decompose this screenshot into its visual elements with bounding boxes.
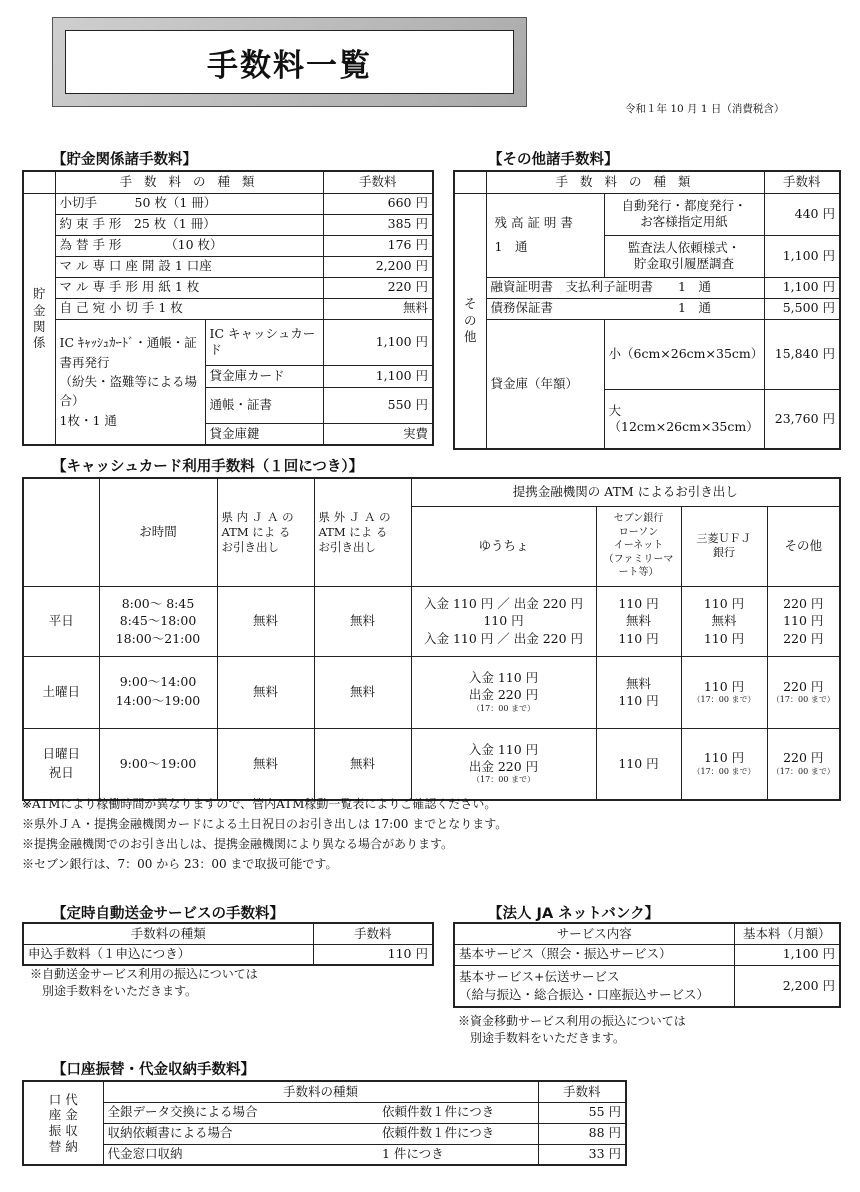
cashcard-others: 220 円 [783, 750, 824, 766]
savings-row-fee: 176 円 [323, 235, 433, 256]
other-corner [454, 171, 486, 193]
transfer-table [22, 1080, 627, 1166]
savings-side-char: 係 [32, 335, 46, 350]
cashcard-yucho-note: （17：00 まで） [472, 775, 535, 785]
auto-remit-row-fee: 110 円 [313, 944, 433, 965]
transfer-heading: 【口座振替・代金収納手数料】 [52, 1062, 255, 1078]
netbank-heading: 【法人 JA ネットバンク】 [488, 906, 660, 922]
cashcard-in-pref: 無料 [217, 728, 314, 800]
other-heading: 【その他諸手数料】 [488, 152, 619, 168]
cashcard-out-pref: 無料 [314, 656, 411, 728]
safe-sub-item: 大（12cm×26cm×35cm） [604, 389, 764, 449]
other-side-label [454, 193, 486, 449]
cashcard-yucho: 入金 110 円 ／ 出金 220 円 110 円 入金 110 円 ／ 出金 220 円 [411, 586, 596, 656]
savings-side-char: 関 [32, 318, 46, 334]
auto-remit-row-item: 申込手数料（１申込につき） [23, 944, 313, 965]
other-header-type: 手 数 料 の 種 類 [486, 171, 764, 193]
reissue-sub-fee: 実費 [323, 423, 433, 445]
cashcard-mufg-note: （17：00 まで） [692, 766, 756, 776]
cashcard-mufg: 110 円 [703, 678, 745, 694]
cashcard-out-pref: 無料 [314, 728, 411, 800]
transfer-header-fee: 手数料 [538, 1081, 626, 1102]
transfer-header-type: 手数料の種類 [103, 1081, 538, 1102]
savings-side-char: 金 [32, 302, 46, 318]
other-row-item: 融資証明書 支払利子証明書 1 通 [486, 277, 764, 298]
transfer-row-fee: 55 円 [538, 1102, 626, 1123]
cashcard-header-yucho: ゆうちょ [411, 506, 596, 586]
cashcard-corner [23, 478, 99, 586]
netbank-row-fee: 2,200 円 [734, 965, 840, 1007]
other-side-char: の [463, 312, 477, 328]
transfer-row-unit: 依頼件数１件につき [378, 1123, 538, 1144]
cashcard-header-in-pref: 県 内 Ｊ Ａ の ATM によ る お引き出し [217, 478, 314, 586]
cashcard-seven: 無料 110 円 [596, 656, 681, 728]
cashcard-in-pref: 無料 [217, 586, 314, 656]
cashcard-mufg: 110 円 [703, 750, 745, 766]
cashcard-header-out-pref: 県 外 Ｊ Ａ の ATM によ る お引き出し [314, 478, 411, 586]
netbank-row-item: 基本サービス（照会・振込サービス） [454, 944, 734, 965]
reissue-sub-item: IC キャッシュカード [205, 319, 323, 365]
cashcard-others-cell [767, 728, 840, 800]
cashcard-others-note: （17：00 まで） [771, 694, 835, 704]
savings-row-item: マ ル 専 口 座 開 設 1 口座 [55, 256, 323, 277]
reissue-sub-item: 貸金庫カード [205, 365, 323, 387]
cashcard-note: ※ATMにより稼働時間が異なりますので、管内ATM稼動一覧表によりご確認ください。 [22, 797, 497, 811]
cashcard-times: 9:00～19:00 [99, 728, 217, 800]
balance-sub-fee: 440 円 [764, 193, 840, 235]
transfer-row-unit: 1 件につき [378, 1144, 538, 1165]
savings-row-item: 為 替 手 形 （10 枚） [55, 235, 323, 256]
cashcard-yucho-cell [411, 656, 596, 728]
cashcard-yucho: 入金 110 円 出金 220 円 [468, 669, 539, 702]
reissue-label: IC ｷｬｯｼｭｶｰﾄﾞ・通帳・証書再発行 （紛失・盗難等による場合） 1枚・1 通 [55, 319, 205, 445]
netbank-header-fee: 基本料（月額） [734, 923, 840, 944]
savings-side-char: 貯 [32, 286, 46, 302]
cashcard-note: ※提携金融機関でのお引き出しは、提携金融機関により異なる場合があります。 [22, 837, 454, 851]
auto-remit-table [22, 922, 434, 966]
other-row-fee: 1,100 円 [764, 277, 840, 298]
savings-table [22, 170, 434, 446]
transfer-side-label: 口 代 座 金 振 収 替 納 [23, 1081, 103, 1165]
cashcard-others-cell [767, 656, 840, 728]
cashcard-day: 土曜日 [23, 656, 99, 728]
transfer-row-unit: 依頼件数１件につき [378, 1102, 538, 1123]
reissue-sub-fee: 1,100 円 [323, 365, 433, 387]
cashcard-note: ※セブン銀行は、7：00 から 23：00 まで取扱可能です。 [22, 857, 338, 871]
transfer-row-item: 全銀データ交換による場合 [103, 1102, 378, 1123]
safe-sub-fee: 15,840 円 [764, 319, 840, 389]
cashcard-others-note: （17：00 まで） [771, 766, 835, 776]
cashcard-times: 8:00～ 8:45 8:45～18:00 18:00～21:00 [99, 586, 217, 656]
cashcard-yucho-note: （17：00 まで） [472, 703, 535, 713]
savings-header-type: 手 数 料 の 種 類 [55, 171, 323, 193]
netbank-note: ※資金移動サービス利用の振込については 別途手数料をいただきます。 [458, 1014, 686, 1046]
cashcard-header-seven: セブン銀行 ローソン イーネット （ファミリーマート等） [596, 506, 681, 586]
savings-heading: 【貯金関係諸手数料】 [52, 152, 197, 168]
cashcard-header-others: その他 [767, 506, 840, 586]
other-row-item: 債務保証書 1 通 [486, 298, 764, 319]
other-table [453, 170, 841, 450]
auto-remit-note: ※自動送金サービス利用の振込については 別途手数料をいただきます。 [30, 967, 258, 999]
auto-remit-header-type: 手数料の種類 [23, 923, 313, 944]
cashcard-mufg: 110 円 無料 110 円 [681, 586, 767, 656]
reissue-sub-item: 通帳・証書 [205, 387, 323, 423]
cashcard-yucho-cell [411, 728, 596, 800]
cashcard-seven: 110 円 [596, 728, 681, 800]
cashcard-mufg-cell [681, 656, 767, 728]
cashcard-day: 平日 [23, 586, 99, 656]
safe-sub-fee: 23,760 円 [764, 389, 840, 449]
transfer-row-item: 収納依頼書による場合 [103, 1123, 378, 1144]
savings-row-fee: 無料 [323, 298, 433, 319]
balance-sub-fee: 1,100 円 [764, 235, 840, 277]
transfer-row-item: 代金窓口収納 [103, 1144, 378, 1165]
netbank-header-content: サービス内容 [454, 923, 734, 944]
savings-side-label [23, 193, 55, 445]
savings-row-item: 約 束 手 形 25 枚（1 冊） [55, 214, 323, 235]
savings-row-item: マ ル 専 手 形 用 紙 1 枚 [55, 277, 323, 298]
cashcard-note: ※県外ＪＡ・提携金融機関カードによる土日祝日のお引き出しは 17:00 までとなります。 [22, 817, 508, 831]
balance-label: 残 高 証 明 書 1 通 [486, 193, 604, 277]
cashcard-header-time: お時間 [99, 478, 217, 586]
cashcard-day: 日曜日 祝日 [23, 728, 99, 800]
reissue-sub-item: 貸金庫鍵 [205, 423, 323, 445]
savings-row-fee: 220 円 [323, 277, 433, 298]
savings-row-fee: 385 円 [323, 214, 433, 235]
other-row-fee: 5,500 円 [764, 298, 840, 319]
savings-header-fee: 手数料 [323, 171, 433, 193]
netbank-row-item: 基本サービス+伝送サービス （給与振込・総合振込・口座振込サービス） [454, 965, 734, 1007]
cashcard-header-mufg: 三菱ＵＦＪ 銀行 [681, 506, 767, 586]
netbank-row-fee: 1,100 円 [734, 944, 840, 965]
transfer-row-fee: 88 円 [538, 1123, 626, 1144]
reissue-sub-fee: 550 円 [323, 387, 433, 423]
cashcard-out-pref: 無料 [314, 586, 411, 656]
reissue-sub-fee: 1,100 円 [323, 319, 433, 365]
cashcard-heading: 【キャッシュカード利用手数料（１回につき）】 [52, 459, 364, 475]
auto-remit-heading: 【定時自動送金サービスの手数料】 [52, 906, 284, 922]
safe-label: 貸金庫（年額） [486, 319, 604, 449]
cashcard-seven: 110 円 無料 110 円 [596, 586, 681, 656]
savings-row-fee: 2,200 円 [323, 256, 433, 277]
savings-row-item: 小切手 50 枚（1 冊） [55, 193, 323, 214]
savings-row-item: 自 己 宛 小 切 手 1 枚 [55, 298, 323, 319]
cashcard-others: 220 円 110 円 220 円 [767, 586, 840, 656]
cashcard-mufg-cell [681, 728, 767, 800]
cashcard-in-pref: 無料 [217, 656, 314, 728]
savings-corner [23, 171, 55, 193]
transfer-row-fee: 33 円 [538, 1144, 626, 1165]
page-title: 手数料一覧 [65, 30, 514, 94]
title-plate [52, 17, 527, 107]
auto-remit-header-fee: 手数料 [313, 923, 433, 944]
safe-sub-item: 小（6cm×26cm×35cm） [604, 319, 764, 389]
cashcard-header-partner: 提携金融機関の ATM によるお引き出し [411, 478, 840, 506]
netbank-table [453, 922, 841, 1008]
cashcard-others: 220 円 [783, 678, 824, 694]
savings-row-fee: 660 円 [323, 193, 433, 214]
balance-sub-item: 監査法人依頼様式・ 貯金取引履歴調査 [604, 235, 764, 277]
other-header-fee: 手数料 [764, 171, 840, 193]
cashcard-mufg-note: （17：00 まで） [692, 694, 756, 704]
date-note: 令和１年 10 月 1 日（消費税含） [625, 103, 785, 115]
cashcard-table [22, 477, 841, 801]
other-side-char: そ [463, 296, 477, 312]
other-side-char: 他 [463, 328, 477, 344]
balance-sub-item: 自動発行・都度発行・ お客様指定用紙 [604, 193, 764, 235]
cashcard-times: 9:00～14:00 14:00～19:00 [99, 656, 217, 728]
cashcard-yucho: 入金 110 円 出金 220 円 [468, 741, 539, 774]
